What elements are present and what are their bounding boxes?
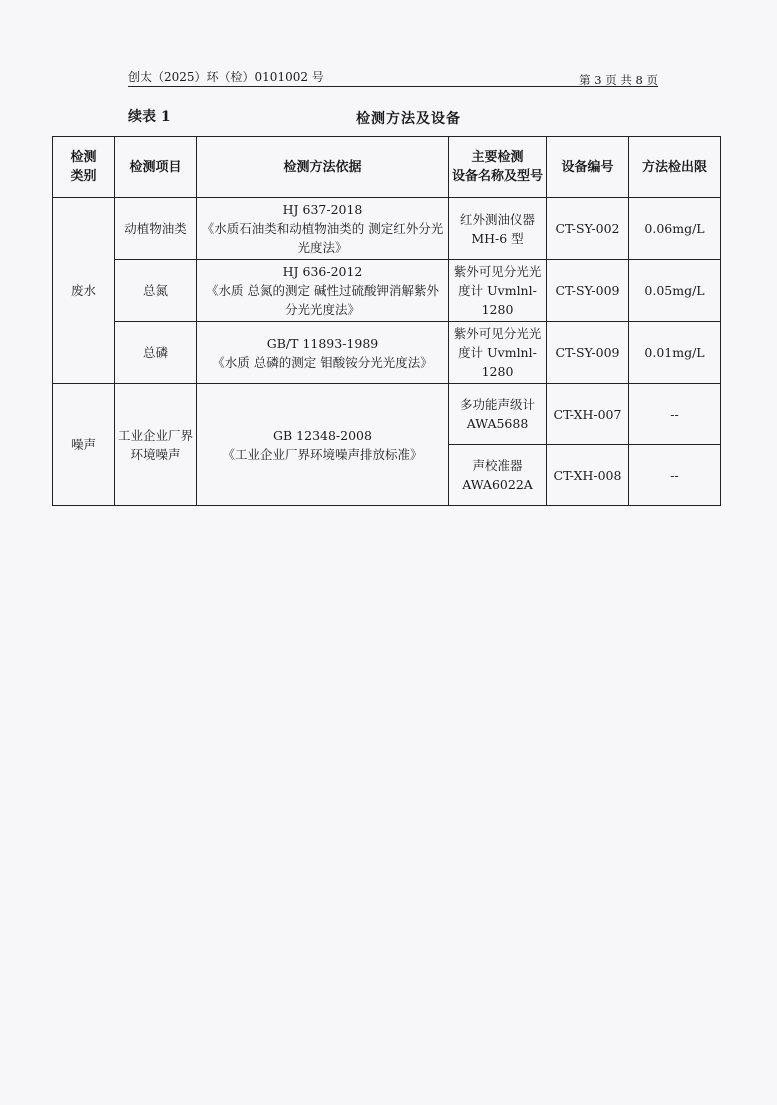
standard-name: 《水质石油类和动植物油类的 测定红外分光光度法》 (201, 221, 444, 255)
table-row (53, 322, 721, 384)
table-row (53, 260, 721, 322)
method-cell (197, 260, 449, 322)
table-caption (128, 106, 648, 128)
equip-no-cell: CT-SY-002 (547, 198, 629, 260)
limit-cell: -- (629, 384, 721, 445)
item-cell: 工业企业厂界环境噪声 (115, 384, 197, 506)
header-equip-no: 设备编号 (547, 137, 629, 198)
item-cell: 总氮 (115, 260, 197, 322)
table-row (53, 384, 721, 445)
equipment-cell: 声校准器 AWA6022A (449, 445, 547, 506)
standard-code: GB/T 11893-1989 (266, 335, 379, 351)
standard-name: 《水质 总磷的测定 钼酸铵分光光度法》 (212, 354, 433, 370)
method-cell (197, 198, 449, 260)
page-header (128, 66, 658, 87)
limit-cell: 0.06mg/L (629, 198, 721, 260)
standard-code: GB 12348-2008 (273, 427, 372, 443)
header-method: 检测方法依据 (197, 137, 449, 198)
standard-name: 《工业企业厂界环境噪声排放标准》 (222, 446, 423, 462)
header-equipment: 主要检测 设备名称及型号 (449, 137, 547, 198)
equip-no-cell: CT-SY-009 (547, 322, 629, 384)
limit-cell: -- (629, 445, 721, 506)
category-cell: 废水 (53, 198, 115, 384)
header-category: 检测 类别 (53, 137, 115, 198)
table-continued-label: 续表 1 (128, 109, 171, 125)
method-cell (197, 322, 449, 384)
equipment-cell: 紫外可见分光光度计 Uvmlnl-1280 (449, 260, 547, 322)
item-cell: 动植物油类 (115, 198, 197, 260)
header-item: 检测项目 (115, 137, 197, 198)
limit-cell: 0.05mg/L (629, 260, 721, 322)
equip-no-cell: CT-XH-007 (547, 384, 629, 445)
method-cell (197, 384, 449, 506)
equipment-cell: 多功能声级计 AWA5688 (449, 384, 547, 445)
limit-cell: 0.01mg/L (629, 322, 721, 384)
standard-code: HJ 637-2018 (282, 202, 363, 217)
document-number: 创太（2025）环（检）0101002 号 (128, 70, 324, 84)
equip-no-cell: CT-SY-009 (547, 260, 629, 322)
category-cell: 噪声 (53, 384, 115, 506)
methods-equipment-table (52, 136, 721, 506)
standard-name: 《水质 总氮的测定 碱性过硫酸钾消解紫外分光光度法》 (206, 283, 439, 317)
item-cell: 总磷 (115, 322, 197, 384)
table-header-row (53, 137, 721, 198)
equipment-cell: 红外测油仪器 MH-6 型 (449, 198, 547, 260)
header-limit: 方法检出限 (629, 137, 721, 198)
standard-code: HJ 636-2012 (282, 264, 363, 279)
page-number: 第 3 页 共 8 页 (579, 73, 658, 87)
equip-no-cell: CT-XH-008 (547, 445, 629, 506)
table-title: 检测方法及设备 (356, 111, 461, 127)
table-row (53, 198, 721, 260)
equipment-cell: 紫外可见分光光度计 Uvmlnl-1280 (449, 322, 547, 384)
